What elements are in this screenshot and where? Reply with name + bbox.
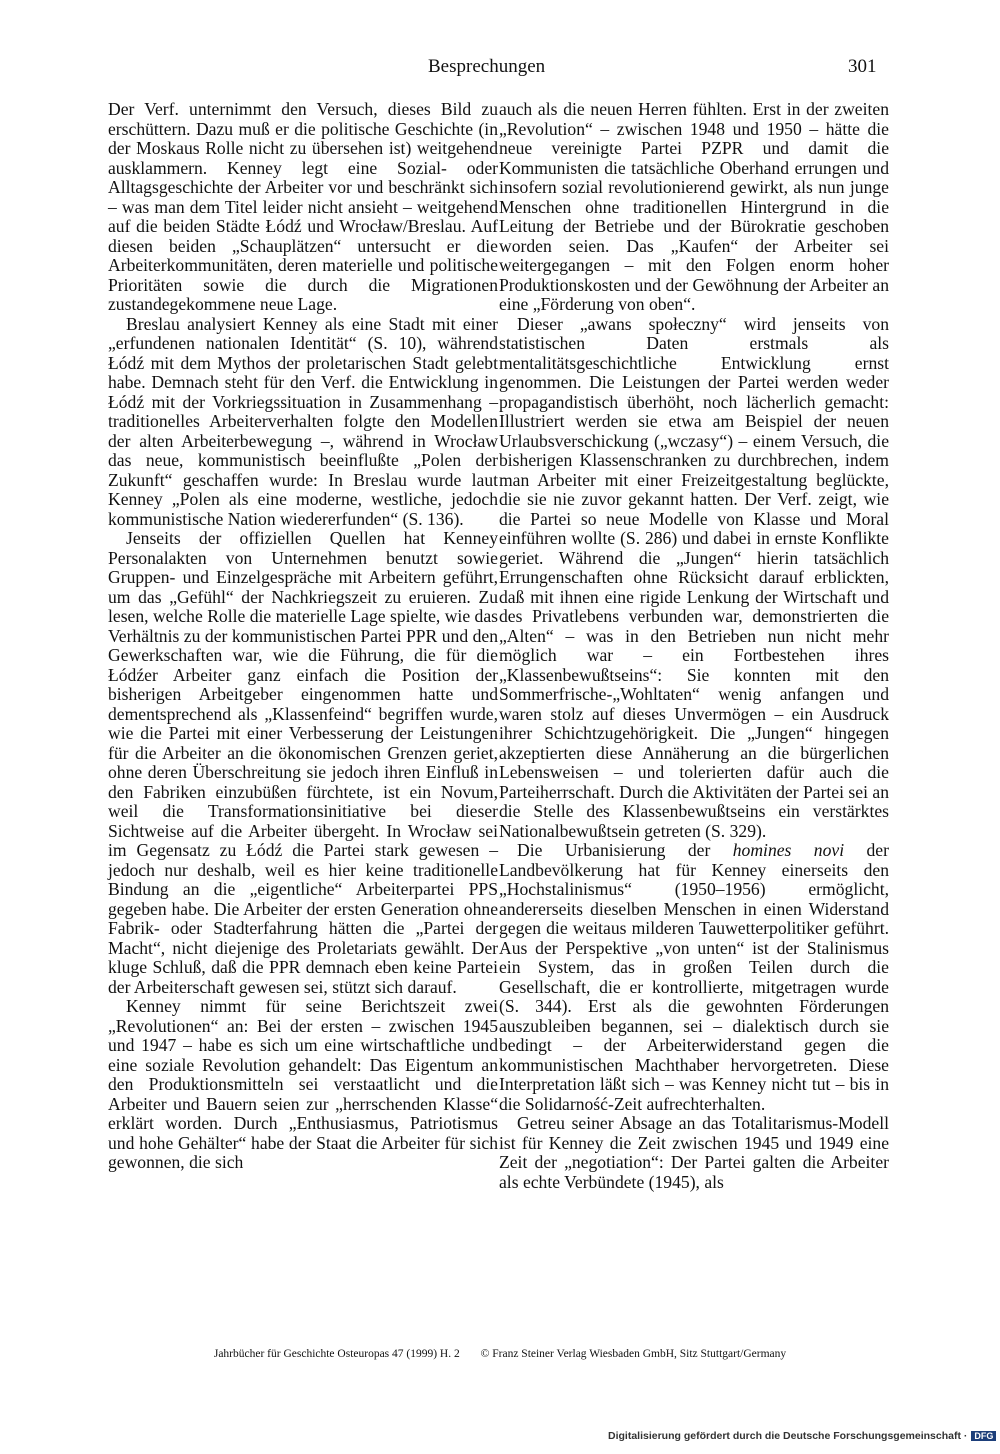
running-head <box>0 56 1000 84</box>
paragraph: Kenney nimmt für seine Berichtszeit zwei „Revolutionen“ an: Bei der ersten – zwischen 1945 und 1947 – habe es sich um eine wirtschaftliche und eine soziale Revolution gehandelt: Das Eigentum an den Produktionsmitteln sei verstaatlicht und die Arbeiter und Bauern seien zur „herrschenden Klasse“ erklärt worden. Durch „Enthusiasmus, Patriotismus und hohe Gehälter“ habe der Staat die Arbeiter für sich gewonnen, die sich <box>108 996 498 1172</box>
paragraph: Dieser „awans społeczny“ wird jenseits von statistischen Daten erstmals als mentalitätsgeschichtliche Entwicklung ernst genommen. Die Leistungen der Partei werden weder propagandistisch überhöht, noch lächerlich gemacht: Illustriert werden sie etwa am Beispiel der neuen Urlaubsverschickung („wczasy“) – einem Versuch, die bisherigen Klassenschranken zu durchbrechen, indem man Arbeiter mit einer Freizeitgestaltung beglückte, die sie nie zuvor gekannt hatten. Der Verf. zeigt, wie die Partei so neue Modelle von Klasse und Moral einführen wollte (S. 286) und dabei in ernste Konflikte geriet. Während die „Jungen“ hierin tatsächlich Errungenschaften ohne Rücksicht darauf erblickten, daß mit ihnen eine rigide Lenkung der Wirtschaft und des Privatlebens verbunden war, demonstrierten die „Alten“ – was in den Betrieben nun nicht mehr möglich war – ein Fortbestehen ihres „Klassenbewußtseins“: Sie konnten mit den Sommerfrische-„Wohltaten“ wenig anfangen und waren stolz auf dieses Unvermögen – ein Ausdruck ihrer Schichtzugehörigkeit. Die „Jungen“ hingegen akzeptierten diese Annäherung an die bürgerlichen Lebensweisen – und tolerierten dafür auch die Parteiherrschaft. Durch die Aktivitäten der Partei sei an die Stelle des Klassenbewußtseins ein verstärktes Nationalbewußtsein getreten (S. 329). <box>499 313 889 841</box>
dfg-logo: DFG <box>971 1431 996 1441</box>
right-column <box>499 100 889 1192</box>
paragraph-lead: Die Urbanisierung der <box>517 840 733 860</box>
page-number: 301 <box>848 56 877 77</box>
emphasis-term: homines novi <box>732 840 845 860</box>
left-column <box>108 100 498 1173</box>
paragraph-rest: der Landbevölkerung hat für Kenney einerseits den „Hochstalinismus“ (1950–1956) ermöglicht, andererseits dieselben Menschen in einen Widerstand gegen die weitaus milderen Tauwetterpolitiker geführt. Aus der Perspektive „von unten“ ist der Stalinismus ein System, das in großen Teilen durch die Gesellschaft, die er kontrollierte, mitgetragen wurde (S. 344). Erst als die gewohnten Förderungen auszubleiben begannen, sei – dialektisch durch sie bedingt – der Arbeiterwiderstand gegen die kommunistischen Machthaber hervorgetreten. Diese Interpretation läßt sich – was Kenney nicht tut – bis in die Solidarność-Zeit aufrechterhalten. <box>499 840 889 1114</box>
journal-footer <box>0 1348 1000 1360</box>
paragraph: Der Verf. unternimmt den Versuch, dieses Bild zu erschüttern. Dazu muß er die politische Geschichte (in der Moskaus Rolle nicht zu übersehen ist) weitgehend ausklammern. Kenney legt eine Sozial- oder Alltagsgeschichte der Arbeiter vor und beschränkt sich – was man dem Titel leider nicht ansieht – weitgehend auf die beiden Städte Łódź und Wrocław/Breslau. Auf diesen beiden „Schauplätzen“ untersucht er die Arbeiterkommunitäten, deren materielle und politische Prioritäten sowie die durch die Migrationen zustandegekommene neue Lage. <box>108 99 498 314</box>
digitization-text: Digitalisierung gefördert durch die Deutsche Forschungsgemeinschaft · <box>608 1430 968 1442</box>
paragraph: Breslau analysiert Kenney als eine Stadt mit einer „erfundenen nationalen Identität“ (S. 10), während Łódź mit dem Mythos der proletarischen Stadt gelebt habe. Demnach steht für den Verf. die Entwicklung in Łódź mit der Vorkriegssituation in Zusammenhang – traditionelles Arbeiterverhalten folgte den Modellen der alten Arbeiterbewegung –, während in Wrocław das neue, kommunistisch beeinflußte „Polen der Zukunft“ geschaffen wurde: In Breslau wurde laut Kenney „Polen als eine moderne, westliche, jedoch kommunistische Nation wiedererfunden“ (S. 136). <box>108 313 498 529</box>
running-head-title: Besprechungen <box>428 56 546 77</box>
paragraph: auch als die neuen Herren fühlten. Erst in der zweiten „Revolution“ – zwischen 1948 und 1950 – hätte die neue vereinigte Partei PZPR und damit die Kommunisten die tatsächliche Oberhand errungen und insofern sozial revolutionierend gewirkt, als nun junge Menschen ohne traditionellen Hintergrund in die Leitung der Betriebe und der Bürokratie geschoben worden seien. Das „Kaufen“ der Arbeiter sei weitergegangen – mit den Folgen enorm hoher Produktionskosten und der Gewöhnung der Arbeiter an eine „Förderung von oben“. <box>499 99 889 314</box>
paragraph-with-emphasis <box>499 841 889 1114</box>
paragraph: Getreu seiner Absage an das Totalitarismus-Modell ist für Kenney die Zeit zwischen 1945 und 1949 eine Zeit der „negotiation“: Der Partei galten die Arbeiter als echte Verbündete (1945), als <box>499 1113 889 1192</box>
digitization-note <box>608 1430 996 1442</box>
journal-citation: Jahrbücher für Geschichte Osteuropas 47 (1999) H. 2 <box>213 1348 460 1360</box>
paragraph: Jenseits der offiziellen Quellen hat Kenney Personalakten von Unternehmen benutzt sowie Gruppen- und Einzelgespräche mit Arbeitern geführt, um das „Gefühl“ der Nachkriegszeit zu eruieren. Zu lesen, welche Rolle die materielle Lage spielte, wie das Verhältnis zu der kommunistischen Partei PPR und den Gewerkschaften war, wie die Führung, die für die Łódźer Arbeiter ganz einfach die Position der bisherigen Arbeitgeber eingenommen hatte und dementsprechend als „Klassenfeind“ begriffen wurde, wie die Partei mit einer Verbesserung der Leistungen für die Arbeiter an die ökonomischen Grenzen geriet, ohne deren Überschreitung sie jedoch ihren Einfluß in den Fabriken einzubüßen fürchtete, ist ein Novum, weil die Transformationsinitiative bei dieser Sichtweise auf die Arbeiter übergeht. In Wrocław sei im Gegensatz zu Łódź die Partei stark gewesen – jedoch nur deshalb, weil es hier keine traditionelle Bindung an die „eigentliche“ Arbeiterpartei PPS gegeben habe. Die Arbeiter der ersten Generation ohne Fabrik- oder Stadterfahrung hätten die „Partei der Macht“, nicht diejenige des Proletariats gewählt. Der kluge Schluß, daß die PPR demnach eben keine Partei der Arbeiterschaft gewesen sei, stützt sich darauf. <box>108 528 498 997</box>
publisher-copyright: © Franz Steiner Verlag Wiesbaden GmbH, Sitz Stuttgart/Germany <box>480 1348 787 1360</box>
